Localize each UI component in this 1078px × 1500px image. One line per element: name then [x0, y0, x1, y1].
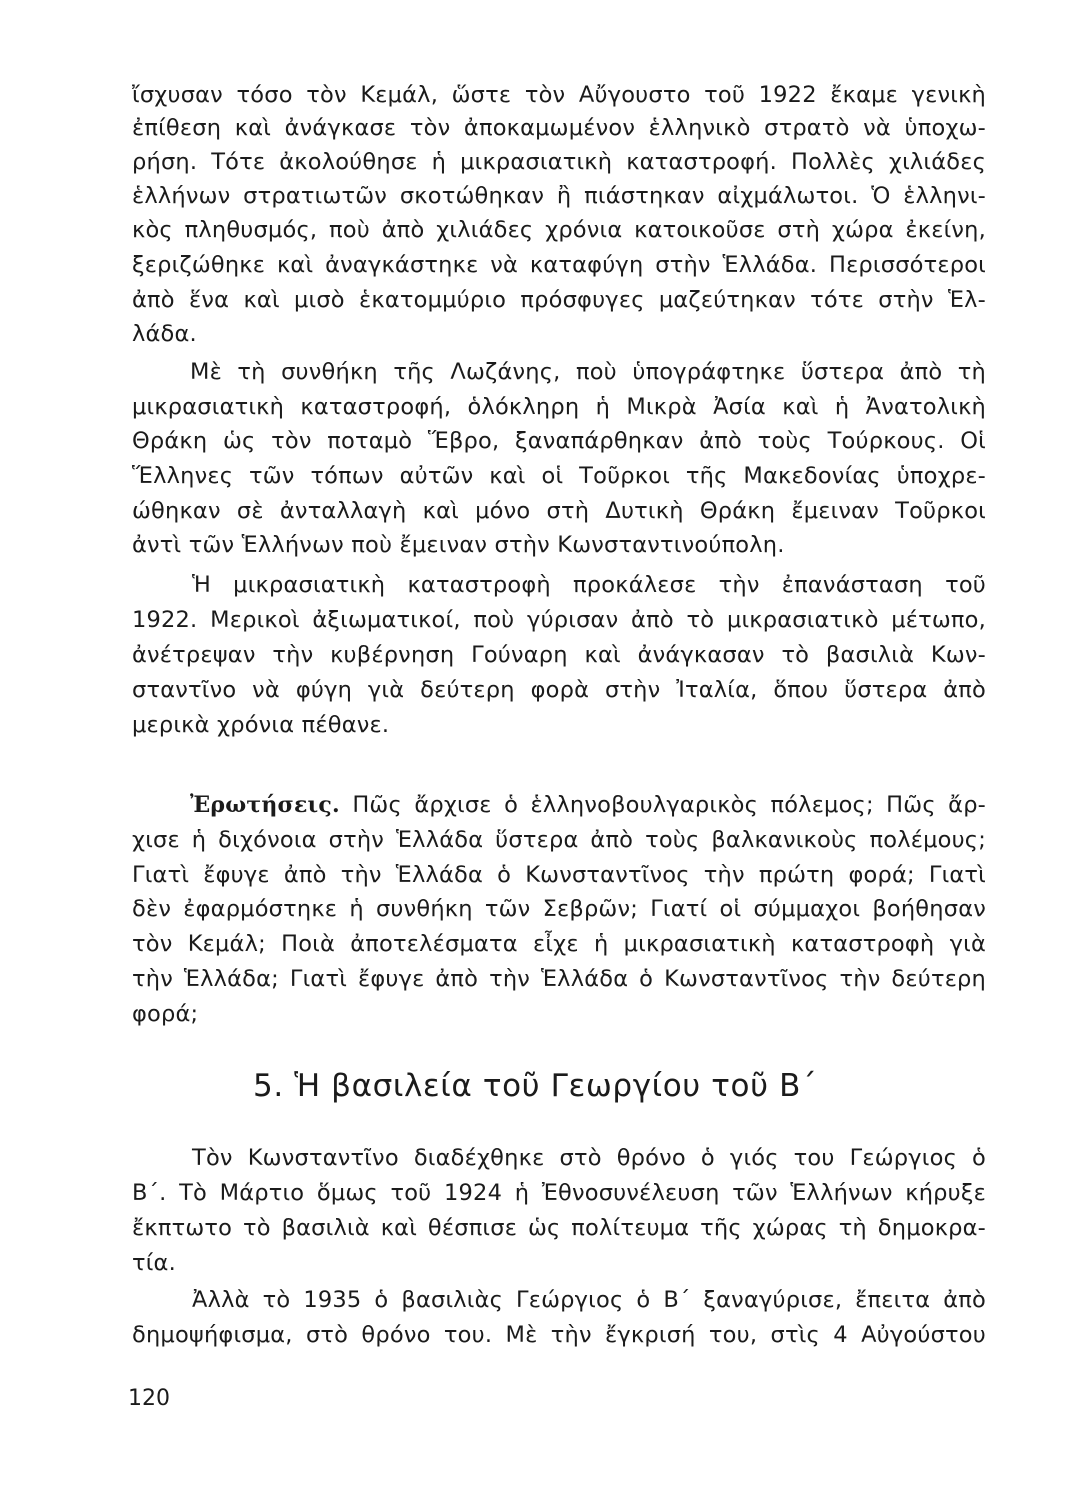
text-line: Γιατὶ ἔφυγε ἀπὸ τὴν Ἑλλάδα ὁ Κωνσταντῖνος τὴν πρώτη φορά; Γιατὶ: [132, 862, 986, 888]
text-line: ἐπίθεση καὶ ἀνάγκασε τὸν ἀποκαμωμένον ἑλληνικὸ στρατὸ νὰ ὑποχω-: [132, 115, 986, 141]
text-line: ἴσχυσαν τόσο τὸν Κεμάλ, ὥστε τὸν Αὔγουστο τοῦ 1922 ἔκαμε γενικὴ: [132, 82, 986, 108]
text-line: ἀπὸ ἕνα καὶ μισὸ ἑκατομμύριο πρόσφυγες μαζεύτηκαν τότε στὴν Ἑλ-: [132, 287, 986, 313]
questions-first-line: Πῶς ἄρχισε ὁ ἑλληνοβουλγαρικὸς πόλεμος; Πῶς ἄρ-: [352, 792, 987, 818]
text-line: Ἡ μικρασιατικὴ καταστροφὴ προκάλεσε τὴν ἐπανάσταση τοῦ: [192, 572, 986, 598]
text-line: φορά;: [132, 1001, 199, 1027]
text-line: ἀντὶ τῶν Ἑλλήνων ποὺ ἔμειναν στὴν Κωνσταντινούπολη.: [132, 532, 785, 558]
text-line: τὸν Κεμάλ; Ποιὰ ἀποτελέσματα εἶχε ἡ μικρασιατικὴ καταστροφὴ γιὰ: [132, 931, 986, 957]
text-line: μικρασιατικὴ καταστροφή, ὁλόκληρη ἡ Μικρὰ Ἀσία καὶ ἡ Ἀνατολικὴ: [132, 394, 986, 420]
text-line: ἀνέτρεψαν τὴν κυβέρνηση Γούναρη καὶ ἀνάγκασαν τὸ βασιλιὰ Κων-: [132, 642, 986, 668]
text-line: Θράκη ὡς τὸν ποταμὸ Ἕβρο, ξαναπάρθηκαν ἀπὸ τοὺς Τούρκους. Οἱ: [132, 428, 986, 454]
text-line: ξεριζώθηκε καὶ ἀναγκάστηκε νὰ καταφύγη στὴν Ἑλλάδα. Περισσότεροι: [132, 252, 986, 278]
text-line: ἑλλήνων στρατιωτῶν σκοτώθηκαν ἢ πιάστηκαν αἰχμάλωτοι. Ὁ ἑλληνι-: [132, 183, 986, 209]
text-line: τία.: [132, 1250, 176, 1276]
text-line: [190, 790, 986, 820]
text-line: ρήση. Τότε ἀκολούθησε ἡ μικρασιατικὴ καταστροφή. Πολλὲς χιλιάδες: [132, 149, 986, 175]
text-line: χισε ἡ διχόνοια στὴν Ἑλλάδα ὕστερα ἀπὸ τοὺς βαλκανικοὺς πολέμους;: [132, 827, 986, 853]
text-line: λάδα.: [132, 321, 197, 347]
text-line: κὸς πληθυσμός, ποὺ ἀπὸ χιλιάδες χρόνια κατοικοῦσε στὴ χώρα ἐκείνη,: [132, 217, 986, 243]
text-line: Τὸν Κωνσταντῖνο διαδέχθηκε στὸ θρόνο ὁ γιός του Γεώργιος ὁ: [192, 1145, 986, 1171]
text-line: δὲν ἐφαρμόστηκε ἡ συνθήκη τῶν Σεβρῶν; Γιατί οἱ σύμμαχοι βοήθησαν: [132, 896, 986, 922]
text-line: Ἕλληνες τῶν τόπων αὐτῶν καὶ οἱ Τοῦρκοι τῆς Μακεδονίας ὑποχρε-: [132, 463, 986, 489]
questions-label: Ἐρωτήσεις.: [190, 792, 340, 818]
text-line: ἔκπτωτο τὸ βασιλιὰ καὶ θέσπισε ὡς πολίτευμα τῆς χώρας τὴ δημοκρα-: [132, 1215, 986, 1241]
text-line: τὴν Ἑλλάδα; Γιατὶ ἔφυγε ἀπὸ τὴν Ἑλλάδα ὁ Κωνσταντῖνος τὴν δεύτερη: [132, 966, 986, 992]
text-line: 1922. Μερικοὶ ἀξιωματικοί, ποὺ γύρισαν ἀπὸ τὸ μικρασιατικὸ μέτωπο,: [132, 607, 986, 633]
text-line: Μὲ τὴ συνθήκη τῆς Λωζάνης, ποὺ ὑπογράφτηκε ὕστερα ἀπὸ τὴ: [190, 359, 986, 385]
text-line: μερικὰ χρόνια πέθανε.: [132, 712, 390, 738]
text-line: δημοψήφισμα, στὸ θρόνο του. Μὲ τὴν ἔγκρισή του, στὶς 4 Αὐγούστου: [132, 1322, 986, 1348]
text-line: σταντῖνο νὰ φύγη γιὰ δεύτερη φορὰ στὴν Ἰταλία, ὅπου ὕστερα ἀπὸ: [132, 677, 986, 703]
section-heading: 5. Ἡ βασιλεία τοῦ Γεωργίου τοῦ Β΄: [253, 1068, 818, 1104]
text-line: ώθηκαν σὲ ἀνταλλαγὴ καὶ μόνο στὴ Δυτικὴ Θράκη ἔμειναν Τοῦρκοι: [132, 498, 986, 524]
page-number: 120: [128, 1386, 170, 1411]
text-line: Β΄. Τὸ Μάρτιο ὅμως τοῦ 1924 ἡ Ἐθνοσυνέλευση τῶν Ἑλλήνων κήρυξε: [132, 1180, 986, 1206]
text-line: Ἀλλὰ τὸ 1935 ὁ βασιλιὰς Γεώργιος ὁ Β΄ ξαναγύρισε, ἔπειτα ἀπὸ: [192, 1287, 986, 1313]
